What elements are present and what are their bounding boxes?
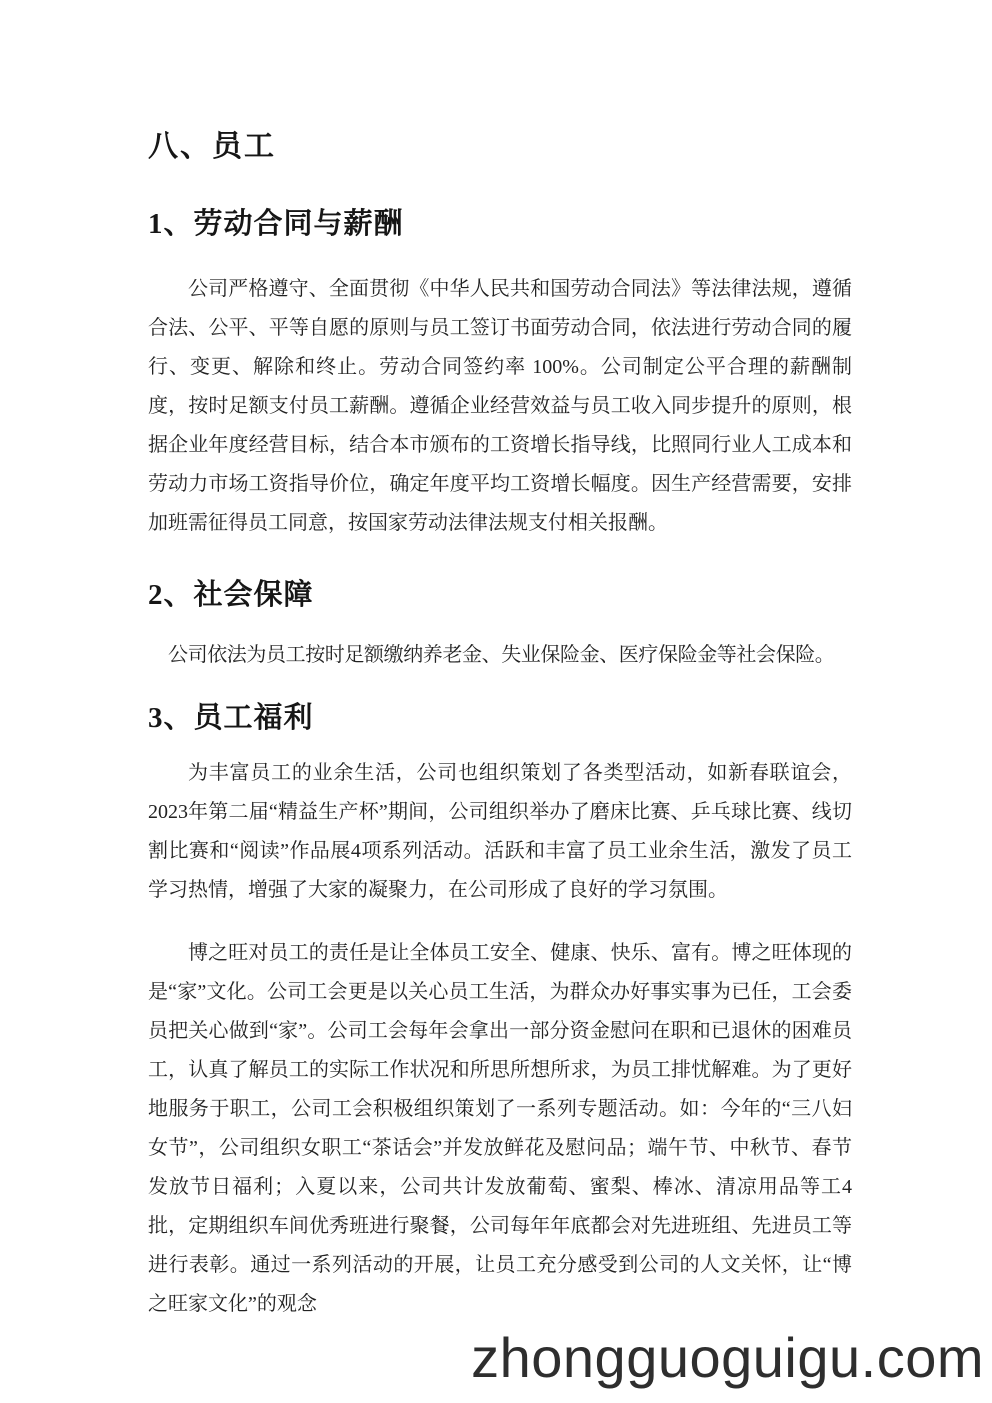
section-3-heading: 3、员工福利 (148, 702, 314, 734)
site-watermark: zhongguoguigu.com (471, 1326, 984, 1389)
chapter-title: 八、员工 (148, 130, 276, 163)
document-content (148, 0, 852, 1324)
section-1-paragraph: 公司严格遵守、全面贯彻《中华人民共和国劳动合同法》等法律法规，遵循合法、公平、平等自愿的原则与员工签订书面劳动合同，依法进行劳动合同的履行、变更、解除和终止。劳动合同签约率 100%。公司制定公平合理的薪酬制度，按时足额支付员工薪酬。遵循企业经营效益与员工收入同步提升的原则，根据企业年度经营目标，结合本市颁布的工资增长指导线，比照同行业人工成本和劳动力市场工资指导价位，确定年度平均工资增长幅度。因生产经营需要，安排加班需征得员工同意，按国家劳动法律法规支付相关报酬。 (148, 278, 852, 534)
section-1-heading: 1、劳动合同与薪酬 (148, 208, 404, 240)
section-2-paragraph: 公司依法为员工按时足额缴纳养老金、失业保险金、医疗保险金等社会保险。 (168, 644, 835, 666)
section-3-paragraph-1: 为丰富员工的业余生活，公司也组织策划了各类型活动，如新春联谊会，2023年第二届“精益生产杯”期间，公司组织举办了磨床比赛、乒乓球比赛、线切割比赛和“阅读”作品展4项系列活动。活跃和丰富了员工业余生活，激发了员工学习热情，增强了大家的凝聚力，在公司形成了良好的学习氛围。 (148, 762, 852, 901)
section-2-heading: 2、社会保障 (148, 579, 314, 611)
section-3-paragraph-2: 博之旺对员工的责任是让全体员工安全、健康、快乐、富有。博之旺体现的是“家”文化。公司工会更是以关心员工生活，为群众办好事实事为已任，工会委员把关心做到“家”。公司工会每年会拿出一部分资金慰问在职和已退休的困难员工，认真了解员工的实际工作状况和所思所想所求，为员工排忧解难。为了更好地服务于职工，公司工会积极组织策划了一系列专题活动。如：今年的“三八妇女节”，公司组织女职工“茶话会”并发放鲜花及慰问品；端午节、中秋节、春节发放节日福利；入夏以来，公司共计发放葡萄、蜜梨、棒冰、清凉用品等工4批，定期组织车间优秀班进行聚餐，公司每年年底都会对先进班组、先进员工等进行表彰。通过一系列活动的开展，让员工充分感受到公司的人文关怀，让“博之旺家文化”的观念 (148, 942, 852, 1315)
